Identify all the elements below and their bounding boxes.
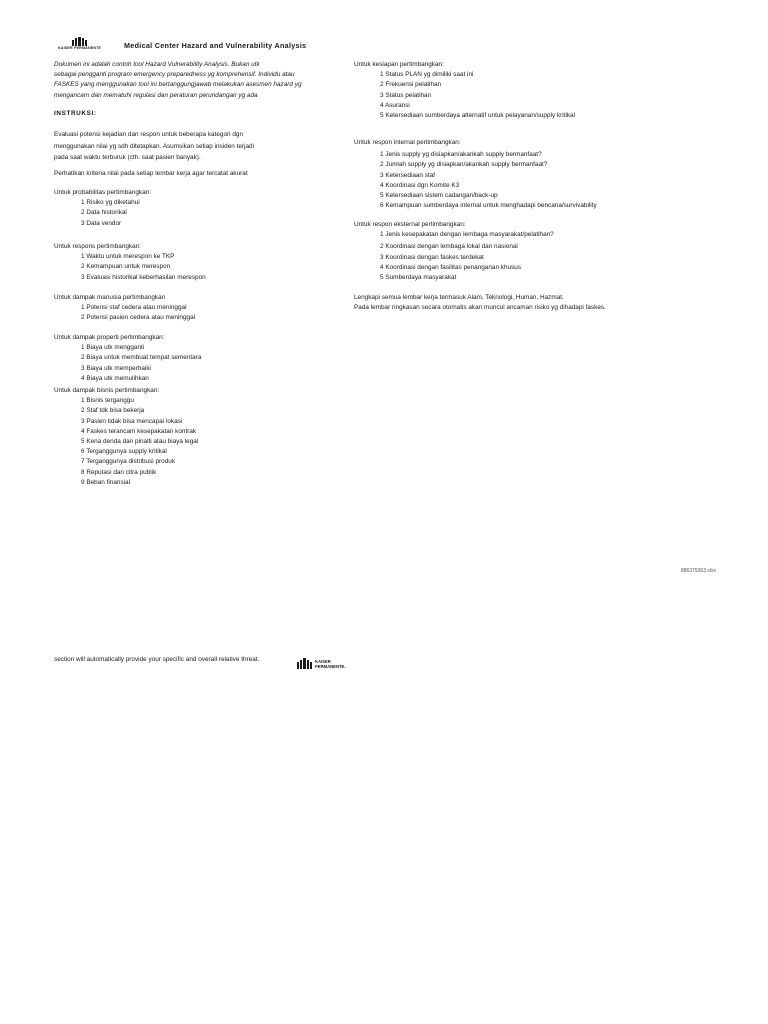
list-item: 7 Terganggunya distribusi produk	[81, 458, 176, 466]
list-item: 1 Potensi staf cedera atau meninggal	[81, 304, 187, 312]
section-heading: Untuk respons pertimbangkan:	[54, 243, 142, 250]
list-item: 2 Kemampuan untuk merespon	[81, 263, 171, 271]
list-item: 6 Kemampuan sumberdaya internal untuk menghadapi bencana/survivability	[380, 202, 597, 210]
logo-label: KAISER PERMANENTE	[58, 46, 102, 50]
list-item: 5 Ketersediaan sumberdaya alternatif untuk pelayanan/supply kritikal	[380, 112, 576, 120]
list-item: 3 Status pelatihan	[380, 91, 432, 99]
list-item: 1 Biaya utk mengganti	[81, 344, 145, 352]
logo-figures-icon	[71, 37, 89, 46]
section-kesiapan	[354, 60, 575, 121]
list-item: 4 Biaya utk memulihkan	[81, 374, 149, 382]
list-item: 1 Bisnis terganggu	[81, 397, 134, 405]
section-heading: Untuk dampak properti pertimbangkan:	[54, 334, 165, 341]
section-respon-internal	[354, 138, 597, 211]
list-item: 2 Data historikal	[81, 209, 127, 217]
section-items	[354, 150, 597, 211]
section-probabilitas	[54, 188, 151, 229]
list-item: 2 Biaya untuk membuat tempat sementara	[81, 354, 202, 362]
list-item: 3 Ketersediaan staf	[380, 171, 436, 179]
list-item: 1 Waktu untuk merespon ke TKP	[81, 253, 175, 261]
list-item: 4 Asuransi	[380, 101, 410, 109]
instruksi-paragraph	[54, 129, 254, 164]
closing-paragraph	[354, 293, 606, 313]
section-heading: Untuk kesiapan pertimbangkan:	[354, 61, 444, 68]
intro-line: FASKES yang menggunakan tool ini bertanggungjawab melakukan asesmen hazard yg	[54, 81, 302, 89]
instruksi-heading: INSTRUKSI:	[54, 110, 97, 117]
section-items	[354, 230, 554, 283]
list-item: 2 Jumlah supply yg disiapkan/akankah supply bermanfaat?	[380, 161, 548, 169]
section-dampak-manusia	[54, 293, 195, 324]
footer-text: section will automatically provide your specific and overall relative threat.	[54, 656, 260, 663]
list-item: 1 Status PLAN yg dimiliki saat ini	[380, 71, 474, 79]
page-title: Medical Center Hazard and Vulnerability Analysis	[124, 41, 307, 50]
instruksi-line: Evaluasi potensi kejadian dan respon untuk beberapa kategori dgn	[54, 131, 244, 138]
section-items	[54, 303, 195, 323]
list-item: 3 Pasien tidak bisa mencapai lokasi	[81, 417, 183, 425]
section-dampak-properti	[54, 333, 201, 384]
section-heading: Untuk respon eksternal pertimbangkan:	[354, 221, 466, 228]
kaiser-logo	[58, 37, 101, 50]
list-item: 2 Staf tdk bisa bekerja	[81, 407, 145, 415]
list-item: 3 Evaluasi historikal keberhasilan merespon	[81, 273, 206, 281]
footer-logo-line: PERMANENTE.	[315, 664, 346, 669]
section-heading: Untuk dampak bisnis pertimbangkan:	[54, 387, 160, 394]
instruksi-line: pada saat waktu terburuk (cth. saat pasien banyak).	[54, 154, 201, 161]
list-item: 2 Potensi pasien cedera atau meninggal	[81, 314, 196, 322]
list-item: 3 Biaya utk memperbaiki	[81, 364, 151, 372]
section-items	[54, 343, 201, 384]
list-item: 3 Koordinasi dengan faskes terdekat	[380, 253, 484, 261]
section-respons	[54, 242, 206, 283]
list-item: 2 Koordinasi dengan lembaga lokal dan nasional	[380, 243, 518, 251]
intro-line: mengancam dan mematuhi regulasi dan peraturan perundangan yg ada	[54, 91, 258, 99]
intro-line: sebagai pengganti program emergency preparedness yg komprehensif. Individu atau	[54, 71, 295, 79]
section-heading: Untuk dampak manusia pertimbangkan	[54, 294, 166, 301]
footer-logo-line: KAISER	[315, 659, 331, 664]
section-items	[54, 252, 206, 283]
section-items	[54, 198, 151, 229]
list-item: 5 Ketersediaan sistem cadangan/back-up	[380, 192, 498, 200]
instruksi-line: menggunakan nilai yg sdh ditetapkan. Asumsikan setiap insiden terjadi	[54, 142, 255, 150]
list-item: 4 Koordinasi dgn Komite K3	[380, 181, 460, 189]
list-item: 8 Reputasi dan citra publik	[81, 468, 157, 476]
section-dampak-bisnis	[54, 386, 198, 488]
list-item: 4 Koordinasi dengan fasilitas penanganan khusus	[380, 263, 522, 271]
section-heading: Untuk respon internal pertimbangkan:	[354, 139, 461, 146]
section-items	[54, 396, 198, 488]
section-heading: Untuk probabilitas pertimbangkan:	[54, 189, 151, 196]
list-item: 6 Terganggunya supply kritikal	[81, 448, 167, 456]
list-item: 1 Jenis supply yg disiapkan/akankah supply bermanfaat?	[380, 151, 542, 159]
intro-paragraph	[54, 60, 302, 101]
footer-logo	[297, 658, 345, 669]
list-item: 1 Jenis kesepakatan dengan lembaga masyarakat/pelatihan?	[380, 231, 554, 239]
intro-line: Dokumen ini adalah contoh tool Hazard Vulnerability Analysis. Bukan utk	[54, 61, 260, 68]
list-item: 3 Data vendor	[81, 219, 122, 227]
list-item: 5 Kena denda dan pinalti atau biaya legal	[81, 438, 199, 446]
list-item: 5 Sumberdaya masyarakat	[380, 274, 457, 282]
list-item: 4 Faskes terancam kesepakatan kontrak	[81, 427, 197, 435]
list-item: 2 Frekuensi pelatihan	[380, 81, 442, 89]
list-item: 1 Risiko yg diketahui	[81, 199, 140, 207]
section-respon-eksternal	[354, 220, 554, 283]
perhatikan-note: Perhatikan kriteria nilai pada setiap lembar kerja agar tercatat akurat	[54, 170, 248, 177]
closing-line: Pada lembar ringkasan secara otomatis akan muncul ancaman risiko yg dihadapi faskes.	[354, 304, 606, 312]
logo-figures-icon	[297, 658, 313, 669]
section-items	[354, 70, 575, 121]
file-reference: 886379363.xlsx	[680, 568, 716, 574]
closing-line: Lengkapi semua lembar kerja termasuk Alam, Teknologi, Human, Hazmat.	[354, 294, 564, 301]
list-item: 9 Beban finansial	[81, 478, 131, 486]
